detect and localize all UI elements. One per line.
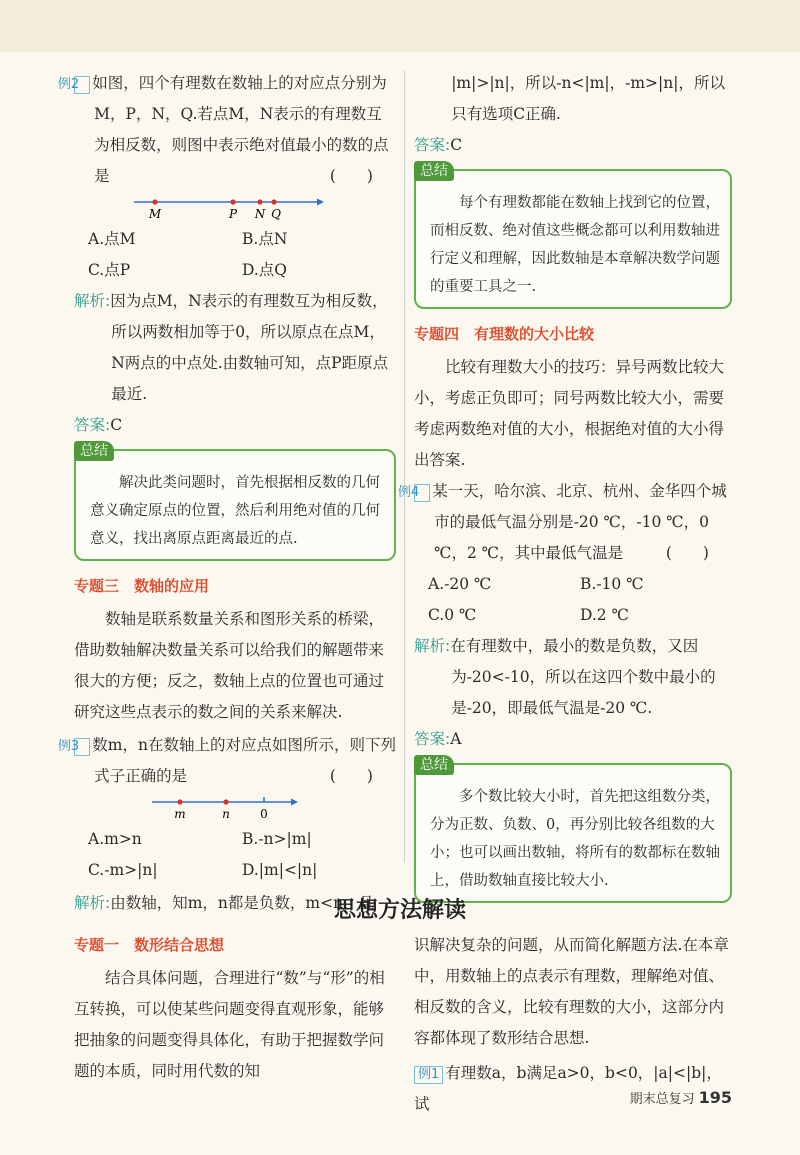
answer-value: C [110,416,123,434]
example-stem: 某一天，哈尔滨、北京、杭州、金华四个城市的最低气温分别是-20 ℃，-10 ℃，0 ℃，2 ℃，其中最低气温是 [432,482,727,562]
option-d: D.2 ℃ [580,606,629,624]
topic-3-title: 专题三 数轴的应用 [74,577,210,595]
options-ex4 [428,569,732,631]
analysis-label: 解析: [74,894,111,912]
answer-paren: ( ) [329,167,373,185]
topic-1-text-continued: 识解决复杂的问题，从而简化解题方法.在本章中，用数轴上的点表示有理数，理解绝对值、相反数的含义，比较有理数的大小，这部分内容都体现了数形结合思想. [414,936,729,1047]
summary-box-1 [74,443,396,561]
answer-label: 答案: [414,730,451,748]
analysis-text: 在有理数中，最小的数是负数，又因为-20<-10，所以在这四个数中最小的是-20，即最低气温是-20 ℃. [450,637,716,717]
option-c: C.0 ℃ [428,606,477,624]
point-n [257,199,262,204]
page-number: 195 [698,1088,732,1107]
label-p: P [228,207,238,220]
number-line-ex3 [74,794,324,820]
option-a: A.m>n [88,830,142,848]
analysis-text: 由数轴，知m，n都是负数，m<n，且 [110,894,375,912]
right-column [397,68,732,913]
summary-text: 每个有理数都能在数轴上找到它的位置，而相反数、绝对值这些概念都可以利用数轴进行定义和理解，因此数轴是本章解决数学问题的重要工具之一. [430,195,720,295]
top-band [0,0,800,52]
option-d: D.|m|<|n| [242,861,318,879]
label-m: m [174,807,186,820]
analysis-ex4 [414,631,732,724]
page-footer [630,1088,732,1107]
axis-arrow [291,799,298,806]
example-stem: 数m，n在数轴上的对应点如图所示，则下列式子正确的是 [92,736,396,785]
summary-tag: 总结 [414,755,454,775]
summary-tag: 总结 [414,161,454,181]
example-badge: 例4 [414,484,430,502]
answer-ex4 [414,724,732,755]
analysis-ex2 [74,286,396,410]
answer-label: 答案: [414,136,451,154]
answer-ex2 [74,410,396,441]
number-line-ex2 [74,194,324,220]
answer-value: C [450,136,463,154]
bottom-left-column [74,930,392,1087]
analysis-label: 解析: [414,637,451,655]
example-badge: 例2 [74,76,90,94]
example-badge: 例3 [74,738,90,756]
analysis-text: 因为点M，N表示的有理数互为相反数，所以两数相加等于0，所以原点在点M，N两点的中点处.由数轴可知，点P距原点最近. [110,292,389,403]
footer-label: 期末总复习 [629,1092,695,1107]
answer-label: 答案: [74,416,111,434]
topic-4-text: 比较有理数大小的技巧：异号两数比较大小，考虑正负即可；同号两数比较大小，需要考虑两数绝对值的大小，根据绝对值的大小得出答案. [414,358,725,469]
option-c: C.点P [88,261,131,279]
example-3 [57,730,396,792]
option-b: B.点N [242,230,288,248]
point-m [177,799,182,804]
analysis-label: 解析: [74,292,111,310]
axis-arrow [317,199,324,206]
label-q: Q [271,207,281,220]
option-b: B.-n>|m| [242,830,312,848]
point-n [223,799,228,804]
answer-ex3 [414,130,732,161]
topic-1-text: 结合具体问题，合理进行“数”与“形”的相互转换，可以使某些问题变得直观形象，能够把抽象的问题变得具体化，有助于把握数学问题的本质，同时用代数的知 [74,969,385,1080]
section-title: 思想方法解读 [333,898,466,923]
summary-tag: 总结 [74,441,114,461]
example-badge: 例1 [414,1066,443,1084]
label-zero: 0 [260,807,268,820]
answer-value: A [450,730,462,748]
example-stem: 如图，四个有理数在数轴上的对应点分别为M，P，N，Q.若点M，N表示的有理数互为相反数，则图中表示绝对值最小的数的点是 [92,74,389,185]
topic-4-title: 专题四 有理数的大小比较 [414,325,595,343]
point-m [152,199,157,204]
options-ex2 [88,224,396,286]
label-n: N [254,207,266,220]
example-2 [57,68,396,192]
answer-paren: ( ) [329,767,373,785]
label-m: M [148,207,162,220]
example-stem: 有理数a，b满足a>0，b<0，|a|<|b|，试 [414,1064,722,1113]
answer-paren: ( ) [665,544,709,562]
point-q [271,199,276,204]
summary-text: 解决此类问题时，首先根据相反数的几何意义确定原点的位置，然后利用绝对值的几何意义，找出离原点距离最近的点. [90,475,380,547]
option-b: B.-10 ℃ [580,575,644,593]
topic-1-title: 专题一 数形结合思想 [74,936,225,954]
point-p [230,199,235,204]
left-column [57,68,396,919]
label-n: n [222,807,230,820]
column-divider [404,70,405,862]
option-a: A.点M [88,230,136,248]
analysis-ex3-continued: |m|>|n|，所以-n<|m|，-m>|n|，所以只有选项C正确. [451,74,725,123]
summary-text: 多个数比较大小时，首先把这组数分类，分为正数、负数、0，再分别比较各组数的大小；也可以画出数轴，将所有的数都标在数轴上，借助数轴直接比较大小. [430,789,720,889]
topic-3-text: 数轴是联系数量关系和图形关系的桥梁，借助数轴解决数量关系可以给我们的解题带来很大的方便；反之，数轴上点的位置也可通过研究这些点表示的数之间的关系来解决. [74,610,385,721]
options-ex3 [88,824,396,886]
option-c: C.-m>|n| [88,861,158,879]
summary-box-2 [414,163,732,309]
option-a: A.-20 ℃ [428,575,492,593]
example-4 [397,476,732,569]
summary-box-3 [414,757,732,903]
option-d: D.点Q [242,261,288,279]
